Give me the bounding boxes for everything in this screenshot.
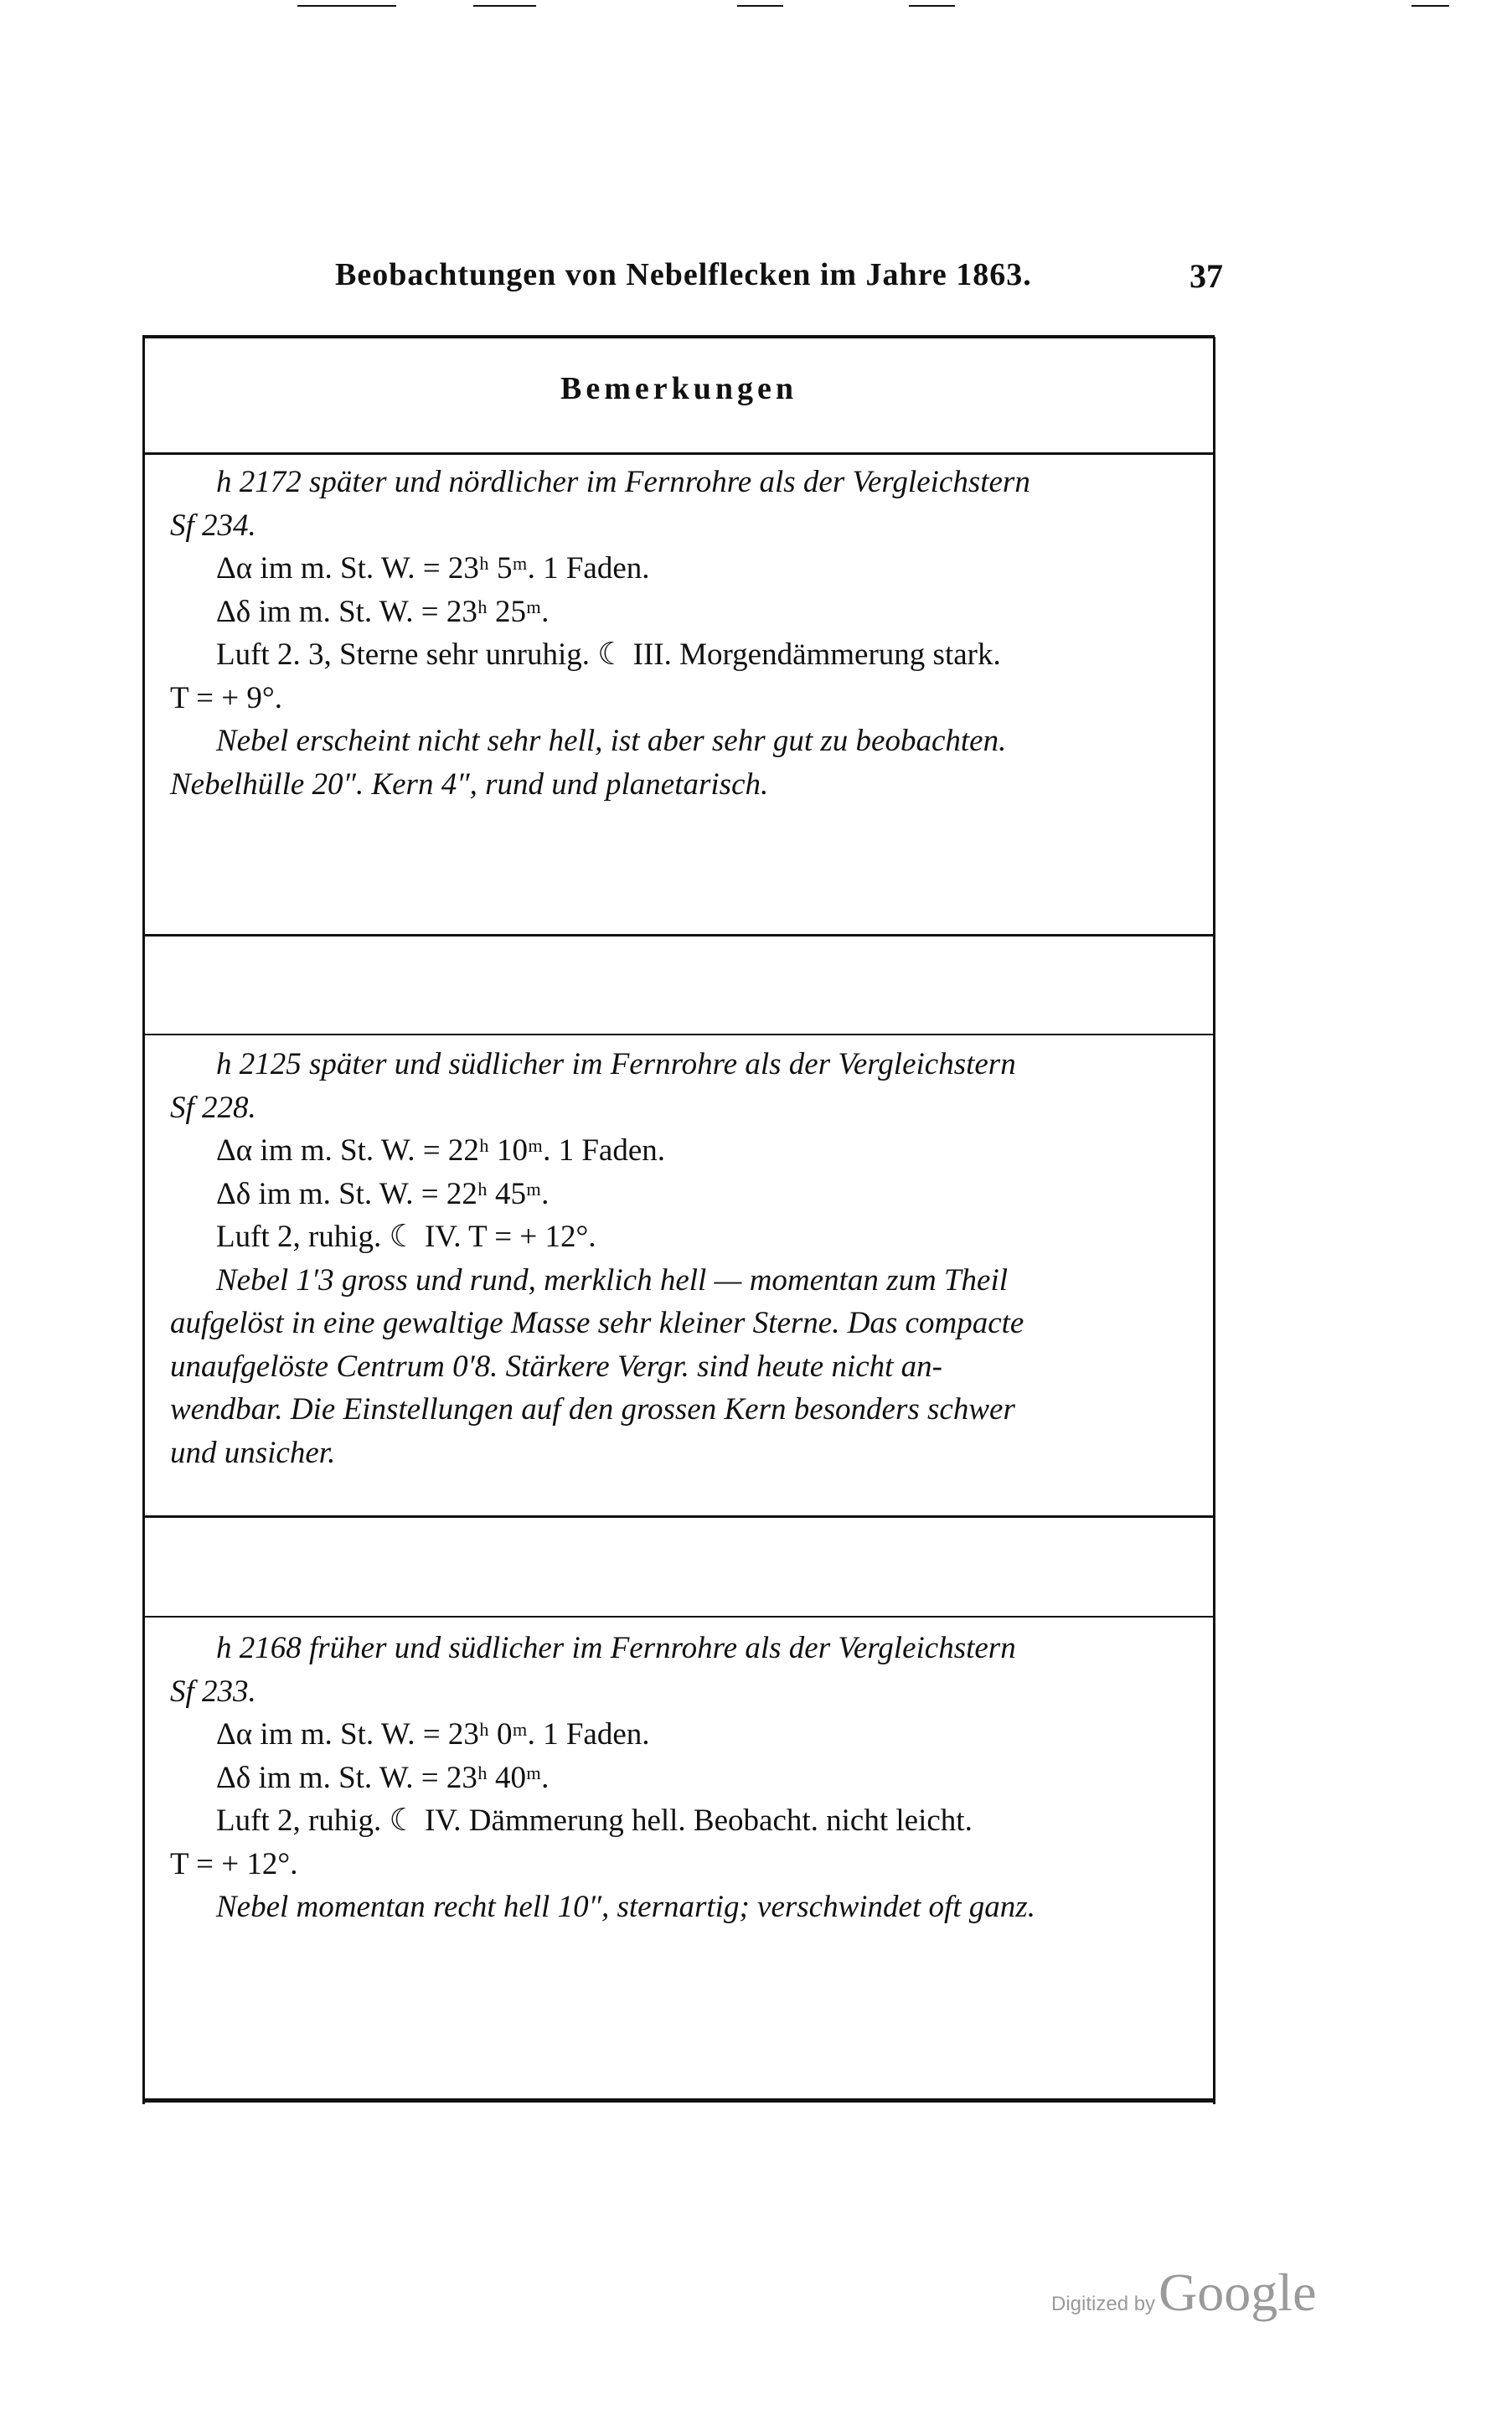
entry-line: unaufgelöste Centrum 0′8. Stärkere Vergr. sind heute nicht an- — [170, 1349, 943, 1384]
entry-line: Luft 2. 3, Sterne sehr unruhig. ☾ III. Morgendämmerung stark. — [216, 637, 1001, 672]
table-bottom-rule — [142, 2098, 1215, 2103]
page-number: 37 — [1189, 257, 1223, 295]
entry-separator — [145, 934, 1213, 937]
entry-line: Sf 234. — [170, 508, 256, 543]
entry-line: Δα im m. St. W. = 22ʰ 10ᵐ. 1 Faden. — [216, 1133, 665, 1168]
entry-line: T = + 9°. — [170, 680, 282, 715]
entry-line: Δδ im m. St. W. = 23ʰ 25ᵐ. — [216, 594, 550, 629]
entry-line: Sf 228. — [170, 1090, 256, 1125]
entry-separator — [145, 1034, 1213, 1035]
entry-separator — [145, 1515, 1213, 1518]
heading-rule — [145, 452, 1213, 455]
entry-line: Luft 2, ruhig. ☾ IV. T = + 12°. — [216, 1220, 596, 1254]
remark-entry-h2172 — [170, 461, 1188, 806]
entry-line: Δα im m. St. W. = 23ʰ 0ᵐ. 1 Faden. — [216, 1717, 650, 1752]
entry-line: T = + 12°. — [170, 1846, 298, 1881]
entry-line: Luft 2, ruhig. ☾ IV. Dämmerung hell. Beobacht. nicht leicht. — [216, 1803, 973, 1838]
entry-line: h 2172 später und nördlicher im Fernrohre als der Vergleichstern — [216, 465, 1030, 499]
entry-line: Δα im m. St. W. = 23ʰ 5ᵐ. 1 Faden. — [216, 551, 650, 586]
remarks-table — [142, 337, 1215, 2104]
running-title: Beobachtungen von Nebelflecken im Jahre 1863. — [335, 257, 1032, 292]
remark-entry-h2168 — [170, 1627, 1188, 1929]
running-header — [335, 256, 1223, 303]
entry-separator — [145, 1616, 1213, 1618]
entry-line: Nebel erscheint nicht sehr hell, ist aber sehr gut zu beobachten. — [216, 724, 1007, 758]
scan-artifact-line — [737, 5, 783, 7]
remark-entry-h2125 — [170, 1043, 1188, 1474]
entry-line: h 2168 früher und südlicher im Fernrohre als der Vergleichstern — [216, 1631, 1016, 1665]
column-heading: Bemerkungen — [560, 371, 797, 406]
entry-line: Δδ im m. St. W. = 23ʰ 40ᵐ. — [216, 1760, 550, 1795]
google-wordmark: Google — [1159, 2263, 1317, 2322]
entry-line: und unsicher. — [170, 1435, 336, 1470]
scan-artifact-line — [909, 5, 955, 7]
scan-artifact-line — [1411, 5, 1449, 7]
digitized-label: Digitized by — [1051, 2293, 1156, 2315]
entry-line: aufgelöst in eine gewaltige Masse sehr kleiner Sterne. Das compacte — [170, 1306, 1024, 1340]
entry-line: Δδ im m. St. W. = 22ʰ 45ᵐ. — [216, 1176, 550, 1211]
entry-line: wendbar. Die Einstellungen auf den grossen Kern besonders schwer — [170, 1392, 1015, 1427]
entry-line: Nebel 1′3 gross und rund, merklich hell — momentan zum Theil — [216, 1262, 1009, 1298]
entry-line: Nebel momentan recht hell 10″, sternartig; verschwindet oft ganz. — [216, 1890, 1035, 1924]
scan-artifact-line — [297, 5, 396, 7]
entry-line: Sf 233. — [170, 1674, 256, 1709]
entry-line: h 2125 später und südlicher im Fernrohre als der Vergleichstern — [216, 1047, 1016, 1081]
entry-line: Nebelhülle 20″. Kern 4″, rund und planetarisch. — [170, 766, 769, 802]
digitized-by-google-logo — [1051, 2262, 1316, 2324]
scan-artifact-line — [473, 5, 536, 7]
